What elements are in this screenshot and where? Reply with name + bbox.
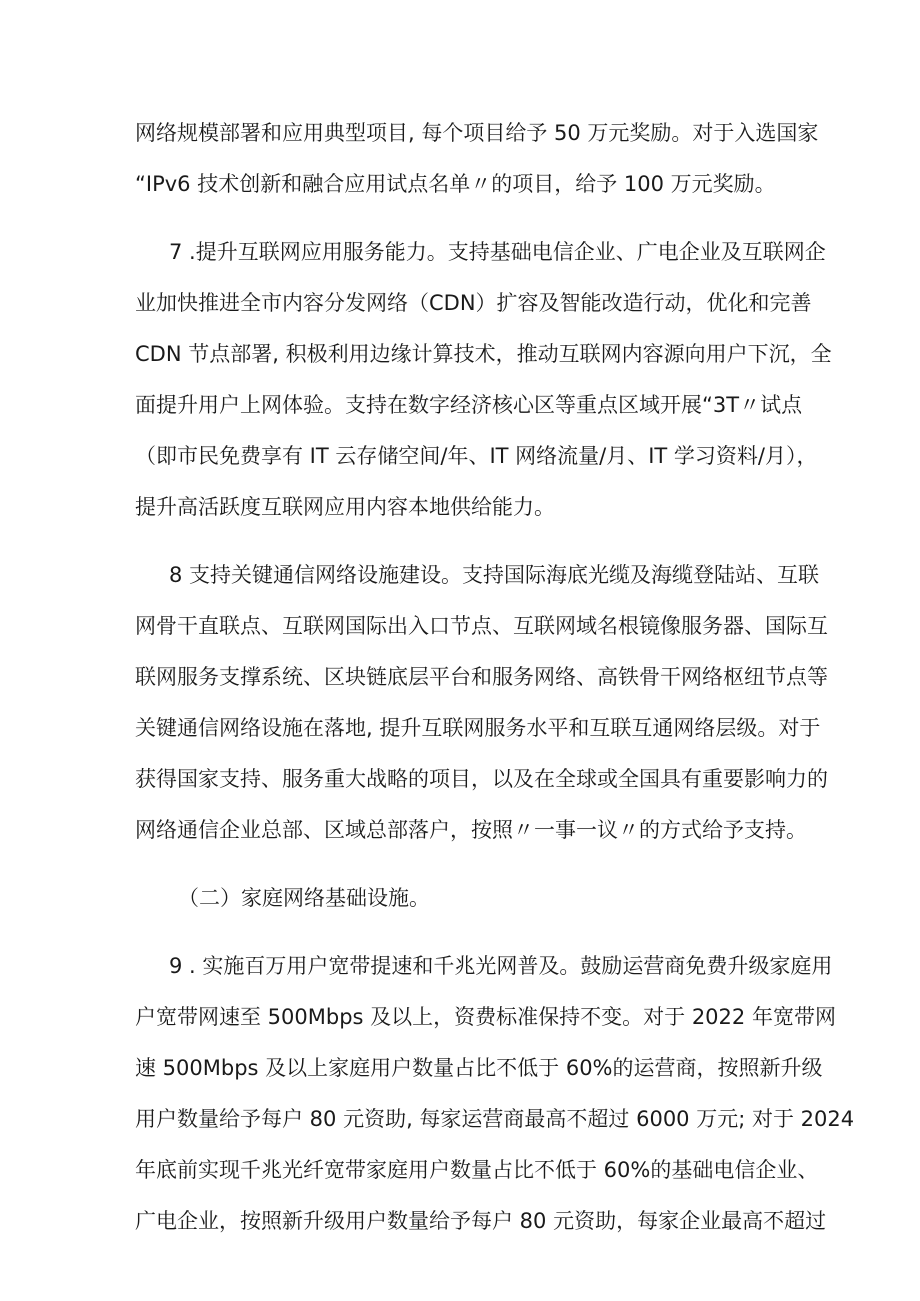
- text-line: 户宽带网速至 500Mbps 及以上，资费标准保持不变。对于 2022 年宽带网: [135, 1005, 836, 1029]
- paragraph-item-8: [135, 550, 828, 856]
- document-body: [135, 108, 855, 1264]
- text-line: 速 500Mbps 及以上家庭用户数量占比不低于 60%的运营商，按照新升级: [135, 1056, 823, 1080]
- text-line: 获得国家支持、服务重大战略的项目，以及在全球或全国具有重要影响力的: [135, 767, 828, 791]
- text-line: 联网服务支撑系统、区块链底层平台和服务网络、高铁骨干网络枢纽节点等: [135, 665, 828, 689]
- text-line: 关键通信网络设施在落地, 提升互联网服务水平和互联互通网络层级。对于: [135, 716, 821, 740]
- text-line: 网骨干直联点、互联网国际出入口节点、互联网域名根镜像服务器、国际互: [135, 614, 828, 638]
- section-heading-home-network: [135, 873, 799, 924]
- text-line: 网络规模部署和应用典型项目, 每个项目给予 50 万元奖励。对于入选国家: [135, 121, 819, 145]
- paragraph-item-9: [135, 941, 855, 1247]
- text-line: 面提升用户上网体验。支持在数字经济核心区等重点区域开展“3T〃试点: [135, 393, 803, 417]
- text-line: 9 . 实施百万用户宽带提速和千兆光网普及。鼓励运营商免费升级家庭用: [169, 954, 833, 978]
- section-heading: （二）家庭网络基础设施。: [178, 886, 430, 910]
- paragraph-ipv6-award: [135, 108, 819, 210]
- text-line: 7 .提升互联网应用服务能力。支持基础电信企业、广电企业及互联网企: [169, 240, 826, 264]
- text-line: 广电企业，按照新升级用户数量给予每户 80 元资助，每家企业最高不超过: [135, 1209, 827, 1233]
- text-line: 8 支持关键通信网络设施建设。支持国际海底光缆及海缆登陆站、互联: [169, 563, 820, 587]
- text-line: （即市民免费享有 IT 云存储空间/年、IT 网络流量/月、IT 学习资料/月），: [135, 444, 818, 468]
- text-line: CDN 节点部署, 积极利用边缘计算技术，推动互联网内容源向用户下沉，全: [135, 342, 832, 366]
- text-line: “IPv6 技术创新和融合应用试点名单〃的项目，给予 100 万元奖励。: [135, 172, 776, 196]
- paragraph-item-7: [135, 227, 832, 533]
- text-line: 网络通信企业总部、区域总部落户，按照〃一事一议〃的方式给予支持。: [135, 818, 807, 842]
- text-line: 年底前实现千兆光纤宽带家庭用户数量占比不低于 60%的基础电信企业、: [135, 1158, 819, 1182]
- text-line: 提升高活跃度互联网应用内容本地供给能力。: [135, 495, 555, 519]
- text-line: 用户数量给予每户 80 元资助, 每家运营商最高不超过 6000 万元; 对于 2024: [135, 1107, 855, 1131]
- text-line: 业加快推进全市内容分发网络（CDN）扩容及智能改造行动，优化和完善: [135, 291, 812, 315]
